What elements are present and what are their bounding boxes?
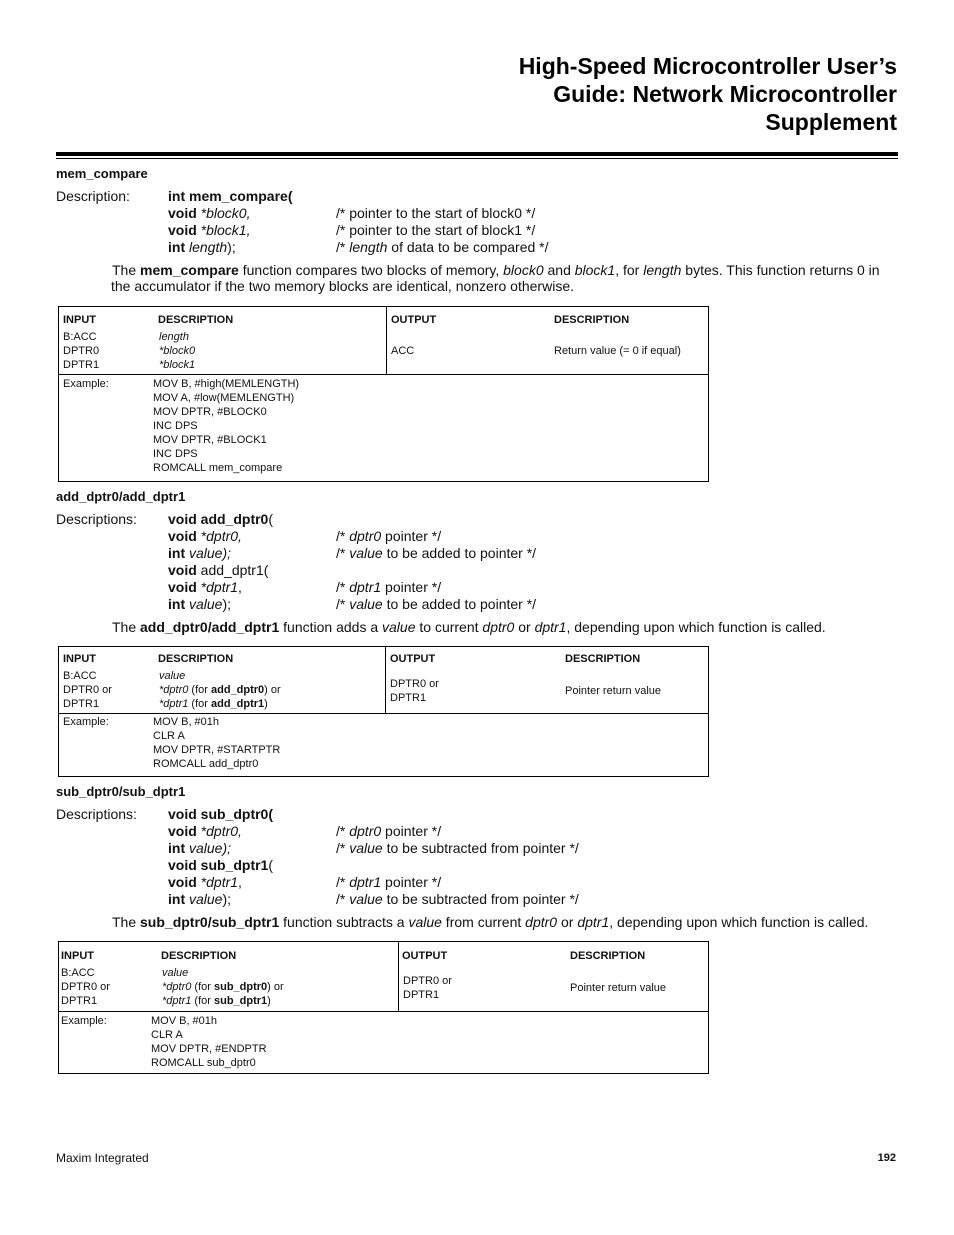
italic-term: dptr1 (577, 914, 610, 930)
mem-compare-description (112, 262, 902, 294)
code-line: INC DPS (153, 420, 198, 432)
function-name: sub_dptr0 (213, 981, 268, 993)
text: function subtracts a (279, 914, 409, 930)
add-dptr-description (112, 619, 902, 635)
column-header-description: DESCRIPTION (158, 314, 234, 326)
comment-text: /* (336, 579, 350, 595)
function-name: mem_compare (140, 262, 239, 278)
function-signature: void (168, 562, 197, 578)
input-register: DPTR1 (63, 359, 100, 371)
param-comment: /* pointer to the start of block1 */ (336, 222, 536, 238)
code-line: MOV B, #high(MEMLENGTH) (153, 378, 300, 390)
comment-text: pointer */ (381, 579, 442, 595)
input-register: DPTR0 or (61, 981, 110, 993)
param-name: *dptr0, (196, 528, 242, 544)
input-register: DPTR0 (63, 345, 100, 357)
code-line: MOV DPTR, #BLOCK0 (153, 406, 267, 418)
function-name: sub_dptr0/sub_dptr1 (140, 914, 280, 930)
column-header-output: OUTPUT (402, 950, 448, 962)
text: or (557, 914, 578, 930)
param-type: void (168, 874, 197, 890)
comment-italic: dptr0 (349, 823, 382, 839)
output-register: DPTR1 (390, 692, 427, 704)
comment-text: to be subtracted from pointer */ (382, 840, 579, 856)
text: The (112, 619, 141, 635)
comma: , (238, 579, 242, 595)
comment-text: /* (336, 891, 350, 907)
column-header-description: DESCRIPTION (570, 950, 646, 962)
comment-italic: value (349, 840, 383, 856)
param-name: value (185, 891, 223, 907)
param-comment (336, 528, 441, 545)
code-line: MOV DPTR, #BLOCK1 (153, 434, 267, 446)
function-name: sub_dptr1 (213, 995, 268, 1007)
param-type: void (168, 579, 197, 595)
example-code (153, 715, 280, 771)
italic-term: length (643, 262, 682, 278)
param-type: int (168, 891, 186, 907)
code-line: MOV DPTR, #ENDPTR (151, 1043, 267, 1055)
input-description: value (159, 670, 186, 682)
text: ) or (267, 981, 284, 993)
sub-dptr-description (112, 914, 902, 930)
param-comment (336, 874, 441, 891)
section-heading-mem-compare: mem_compare (56, 166, 148, 181)
input-description: *block0 (159, 345, 196, 357)
comment-text: pointer */ (381, 528, 442, 544)
comment-italic: dptr0 (349, 528, 382, 544)
example-label: Example: (61, 1015, 107, 1027)
param-name: *dptr1 (196, 579, 239, 595)
param-close: ); (222, 596, 232, 612)
function-name: add_dptr0/add_dptr1 (140, 619, 280, 635)
text: ) (264, 698, 268, 710)
table-divider (386, 306, 387, 375)
function-name: add_dptr1( (196, 562, 269, 578)
comment-text: pointer */ (381, 874, 442, 890)
text: and (543, 262, 575, 278)
output-register: DPTR1 (403, 989, 440, 1001)
comma: , (238, 874, 242, 890)
param-type: int (168, 239, 186, 255)
input-register: B:ACC (61, 967, 95, 979)
text: (for (191, 995, 214, 1007)
header-rule (56, 152, 898, 156)
example-label: Example: (63, 378, 109, 390)
output-description: Pointer return value (565, 685, 661, 697)
paren: ( (268, 857, 274, 873)
description-label: Description: (56, 188, 130, 204)
text: , depending upon which function is called. (609, 914, 869, 930)
param-type: void (168, 823, 197, 839)
code-line: CLR A (153, 730, 185, 742)
section-heading-add-dptr: add_dptr0/add_dptr1 (56, 489, 186, 504)
table-divider (398, 941, 399, 1012)
column-header-input: INPUT (63, 314, 96, 326)
param-type: void (168, 222, 197, 238)
param-comment (336, 823, 441, 840)
comment-text: of data to be compared */ (387, 239, 549, 255)
input-register: DPTR1 (63, 698, 100, 710)
output-description: Return value (= 0 if equal) (554, 345, 681, 357)
example-code (151, 1014, 267, 1070)
column-header-description: DESCRIPTION (565, 653, 641, 665)
code-line: MOV B, #01h (153, 716, 220, 728)
text: function compares two blocks of memory, (238, 262, 504, 278)
comment-italic: dptr1 (349, 579, 382, 595)
page-title (377, 52, 897, 136)
column-header-input: INPUT (61, 950, 94, 962)
param-comment (336, 545, 536, 562)
param-name: value); (185, 840, 232, 856)
title-line: Guide: Network Microcontroller (553, 81, 897, 107)
header-rule-thin (56, 158, 898, 159)
param-name: value (185, 596, 223, 612)
param-close: ); (227, 239, 236, 255)
code-line: MOV A, #low(MEMLENGTH) (153, 392, 295, 404)
input-register: B:ACC (63, 670, 97, 682)
sub-dptr-prototype (56, 806, 756, 911)
italic-term: value (382, 619, 416, 635)
comment-text: /* (336, 596, 350, 612)
input-register: DPTR0 or (63, 684, 112, 696)
example-label: Example: (63, 716, 109, 728)
column-header-description: DESCRIPTION (554, 314, 630, 326)
code-line: INC DPS (153, 448, 198, 460)
param-close: ); (222, 891, 232, 907)
param-name: length (185, 239, 228, 255)
italic-term: *dptr0 (159, 684, 189, 696)
mem-compare-prototype (56, 188, 756, 258)
section-heading-sub-dptr: sub_dptr0/sub_dptr1 (56, 784, 186, 799)
param-comment (336, 239, 549, 256)
comment-text: to be added to pointer */ (382, 545, 537, 561)
text: , depending upon which function is called. (566, 619, 826, 635)
text: function adds a (279, 619, 383, 635)
param-name: *dptr1 (196, 874, 239, 890)
comment-text: to be added to pointer */ (382, 596, 537, 612)
text: (for (191, 981, 214, 993)
comment-text: to be subtracted from pointer */ (382, 891, 579, 907)
table-divider (58, 713, 709, 714)
descriptions-label: Descriptions: (56, 806, 137, 822)
column-header-output: OUTPUT (391, 314, 437, 326)
text: the accumulator if the two memory blocks are identical, nonzero otherwise. (111, 278, 574, 294)
comment-italic: value (349, 891, 383, 907)
input-description (162, 994, 271, 1008)
add-dptr-prototype (56, 511, 756, 616)
text: to current (415, 619, 483, 635)
input-register: DPTR1 (61, 995, 98, 1007)
code-line: ROMCALL mem_compare (153, 462, 283, 474)
function-signature: void sub_dptr1 (168, 857, 269, 873)
code-line: MOV DPTR, #STARTPTR (153, 744, 281, 756)
column-header-input: INPUT (63, 653, 96, 665)
comment-text: /* (336, 874, 350, 890)
input-description: length (159, 331, 189, 343)
text: The (112, 914, 141, 930)
param-type: int (168, 545, 186, 561)
table-divider (58, 1011, 709, 1012)
column-header-description: DESCRIPTION (158, 653, 234, 665)
code-line: MOV B, #01h (151, 1015, 218, 1027)
text: or (514, 619, 535, 635)
output-register: ACC (391, 345, 415, 357)
italic-term: block0 (503, 262, 544, 278)
comment-text: /* (336, 545, 350, 561)
italic-term: *dptr0 (162, 981, 192, 993)
descriptions-label: Descriptions: (56, 511, 137, 527)
column-header-description: DESCRIPTION (161, 950, 237, 962)
input-register: B:ACC (63, 331, 97, 343)
text: bytes. This function returns 0 in (681, 262, 880, 278)
output-register: DPTR0 or (403, 975, 452, 987)
table-divider (58, 374, 709, 375)
param-name: *block1, (196, 222, 251, 238)
text: ) or (264, 684, 281, 696)
comment-text: pointer */ (381, 823, 442, 839)
param-type: int (168, 596, 186, 612)
function-signature: int mem_compare( (168, 188, 293, 204)
comment-text: /* (336, 239, 350, 255)
text: from current (441, 914, 526, 930)
column-header-output: OUTPUT (390, 653, 436, 665)
comment-italic: dptr1 (349, 874, 382, 890)
input-description: value (162, 967, 189, 979)
footer-company: Maxim Integrated (56, 1151, 149, 1165)
input-description (162, 980, 284, 994)
input-description (159, 683, 281, 697)
param-comment (336, 840, 579, 857)
function-signature: void add_dptr0 (168, 511, 269, 527)
text: The (112, 262, 141, 278)
output-description: Pointer return value (570, 982, 666, 994)
param-comment (336, 891, 579, 908)
paren: ( (268, 511, 274, 527)
comment-text: /* (336, 840, 350, 856)
text: , for (615, 262, 644, 278)
param-type: void (168, 205, 197, 221)
comment-text: /* (336, 528, 350, 544)
italic-term: block1 (574, 262, 616, 278)
code-line: CLR A (151, 1029, 183, 1041)
comment-italic: value (349, 545, 383, 561)
italic-term: *dptr1 (162, 995, 192, 1007)
table-divider (385, 646, 386, 714)
function-name: add_dptr0 (210, 684, 265, 696)
text: ) (267, 995, 271, 1007)
italic-term: dptr0 (482, 619, 515, 635)
input-description: *block1 (159, 359, 196, 371)
function-name: add_dptr1 (210, 698, 265, 710)
param-comment (336, 596, 536, 613)
example-code (153, 377, 299, 475)
param-comment (336, 579, 441, 596)
comment-text: /* (336, 823, 350, 839)
output-register: DPTR0 or (390, 678, 439, 690)
function-signature: void sub_dptr0( (168, 806, 274, 822)
param-name: value); (185, 545, 232, 561)
param-name: *block0, (196, 205, 251, 221)
italic-term: dptr0 (525, 914, 558, 930)
param-comment: /* pointer to the start of block0 */ (336, 205, 536, 221)
comment-italic: value (349, 596, 383, 612)
code-line: ROMCALL add_dptr0 (153, 758, 259, 770)
text: (for (188, 684, 211, 696)
italic-term: value (408, 914, 442, 930)
param-type: int (168, 840, 186, 856)
title-line: High-Speed Microcontroller User’s (518, 53, 897, 79)
italic-term: *dptr1 (159, 698, 189, 710)
text: (for (188, 698, 211, 710)
param-type: void (168, 528, 197, 544)
title-line: Supplement (765, 109, 897, 135)
input-description (159, 697, 268, 711)
italic-term: dptr1 (534, 619, 567, 635)
param-name: *dptr0, (196, 823, 242, 839)
code-line: ROMCALL sub_dptr0 (151, 1057, 256, 1069)
page-number: 192 (877, 1152, 896, 1164)
comment-italic: length (349, 239, 388, 255)
